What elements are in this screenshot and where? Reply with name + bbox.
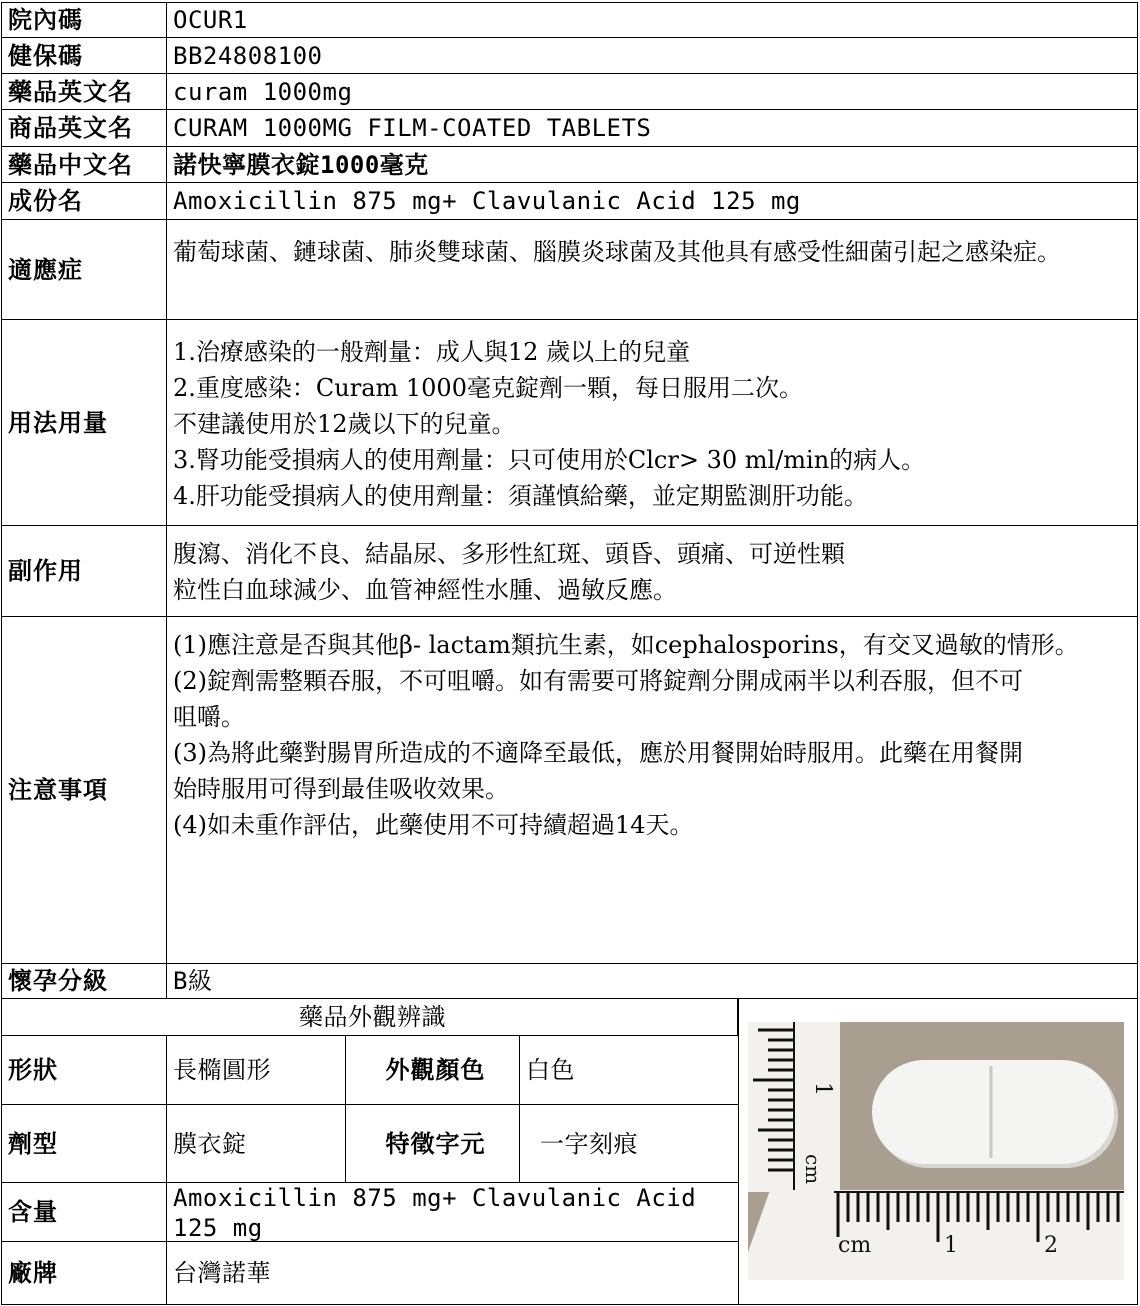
side-effects-line: 粒性白血球減少、血管神經性水腫、過敏反應。 bbox=[173, 576, 677, 604]
nhi-code-value: BB24808100 bbox=[166, 37, 1138, 74]
imprint-value: 一字刻痕 bbox=[519, 1104, 739, 1183]
content-value: Amoxicillin 875 mg+ Clavulanic Acid 125 mg bbox=[166, 1182, 739, 1242]
side-effects-line: 腹瀉、消化不良、結晶尿、多形性紅斑、頭昏、頭痛、可逆性顆 bbox=[173, 540, 845, 568]
precautions-label: 注意事項 bbox=[1, 616, 167, 964]
content-label: 含量 bbox=[1, 1182, 167, 1242]
horizontal-ruler-number-1: 1 bbox=[944, 1233, 958, 1258]
color-label: 外觀顏色 bbox=[345, 1035, 520, 1105]
precautions-line: (4)如未重作評估，此藥使用不可持續超過14天。 bbox=[173, 811, 694, 839]
vertical-ruler bbox=[748, 1022, 840, 1197]
pill-photo bbox=[748, 1022, 1124, 1280]
form-value: 膜衣錠 bbox=[166, 1104, 346, 1183]
pill-photo-svg bbox=[748, 1022, 1124, 1280]
horizontal-ruler-unit: cm bbox=[838, 1233, 872, 1258]
side-effects-value bbox=[166, 525, 1138, 617]
precautions-line: 咀嚼。 bbox=[173, 703, 245, 731]
internal-code-label: 院內碼 bbox=[1, 2, 167, 38]
dosage-line: 4.肝功能受損病人的使用劑量：須謹慎給藥，並定期監測肝功能。 bbox=[173, 482, 868, 510]
pill bbox=[872, 1060, 1118, 1168]
drug-zh-name-label: 藥品中文名 bbox=[1, 146, 167, 183]
appearance-title: 藥品外觀辨識 bbox=[1, 998, 738, 1036]
side-effects-label: 副作用 bbox=[1, 525, 167, 617]
precautions-line: 始時服用可得到最佳吸收效果。 bbox=[173, 775, 509, 803]
color-value: 白色 bbox=[519, 1035, 739, 1105]
dosage-value bbox=[166, 319, 1138, 526]
brand-value: 台灣諾華 bbox=[166, 1241, 739, 1305]
indication-label: 適應症 bbox=[1, 219, 167, 320]
indication-line: 葡萄球菌、鏈球菌、肺炎雙球菌、腦膜炎球菌及其他具有感受性細菌引起之感染症。 bbox=[173, 238, 1061, 266]
dosage-label: 用法用量 bbox=[1, 319, 167, 526]
pregnancy-label: 懷孕分級 bbox=[1, 963, 167, 999]
shape-value: 長橢圓形 bbox=[166, 1035, 346, 1105]
dosage-line: 不建議使用於12歲以下的兒童。 bbox=[173, 410, 516, 438]
pregnancy-value: B級 bbox=[166, 963, 1138, 999]
precautions-line: (2)錠劑需整顆吞服，不可咀嚼。如有需要可將錠劑分開成兩半以利吞服，但不可 bbox=[173, 667, 1023, 695]
brand-en-name-value: CURAM 1000MG FILM-COATED TABLETS bbox=[166, 109, 1138, 147]
precautions-value bbox=[166, 616, 1138, 964]
dosage-line: 2.重度感染：Curam 1000毫克錠劑一顆，每日服用二次。 bbox=[173, 374, 803, 402]
ingredient-value: Amoxicillin 875 mg+ Clavulanic Acid 125 mg bbox=[166, 182, 1138, 220]
dosage-line: 1.治療感染的一般劑量：成人與12 歲以上的兒童 bbox=[173, 338, 691, 366]
drug-zh-name-value: 諾快寧膜衣錠1000毫克 bbox=[166, 146, 1138, 183]
drug-en-name-value: curam 1000mg bbox=[166, 73, 1138, 110]
imprint-label: 特徵字元 bbox=[345, 1104, 520, 1183]
dosage-line: 3.腎功能受損病人的使用劑量：只可使用於Clcr> 30 ml/min的病人。 bbox=[173, 446, 926, 474]
precautions-line: (1)應注意是否與其他β- lactam類抗生素，如cephalosporins，有交叉過敏的情形。 bbox=[173, 631, 1079, 659]
brand-en-name-label: 商品英文名 bbox=[1, 109, 167, 147]
brand-label: 廠牌 bbox=[1, 1241, 167, 1305]
shape-label: 形狀 bbox=[1, 1035, 167, 1105]
indication-value bbox=[166, 219, 1138, 320]
ingredient-label: 成份名 bbox=[1, 182, 167, 220]
internal-code-value: OCUR1 bbox=[166, 2, 1138, 38]
vertical-ruler-number: 1 bbox=[810, 1082, 835, 1096]
horizontal-ruler bbox=[748, 1190, 1124, 1280]
horizontal-ruler-number-2: 2 bbox=[1044, 1233, 1058, 1258]
vertical-ruler-unit: cm bbox=[801, 1154, 825, 1185]
drug-en-name-label: 藥品英文名 bbox=[1, 73, 167, 110]
form-label: 劑型 bbox=[1, 1104, 167, 1183]
nhi-code-label: 健保碼 bbox=[1, 37, 167, 74]
precautions-line: (3)為將此藥對腸胃所造成的不適降至最低，應於用餐開始時服用。此藥在用餐開 bbox=[173, 739, 1023, 767]
